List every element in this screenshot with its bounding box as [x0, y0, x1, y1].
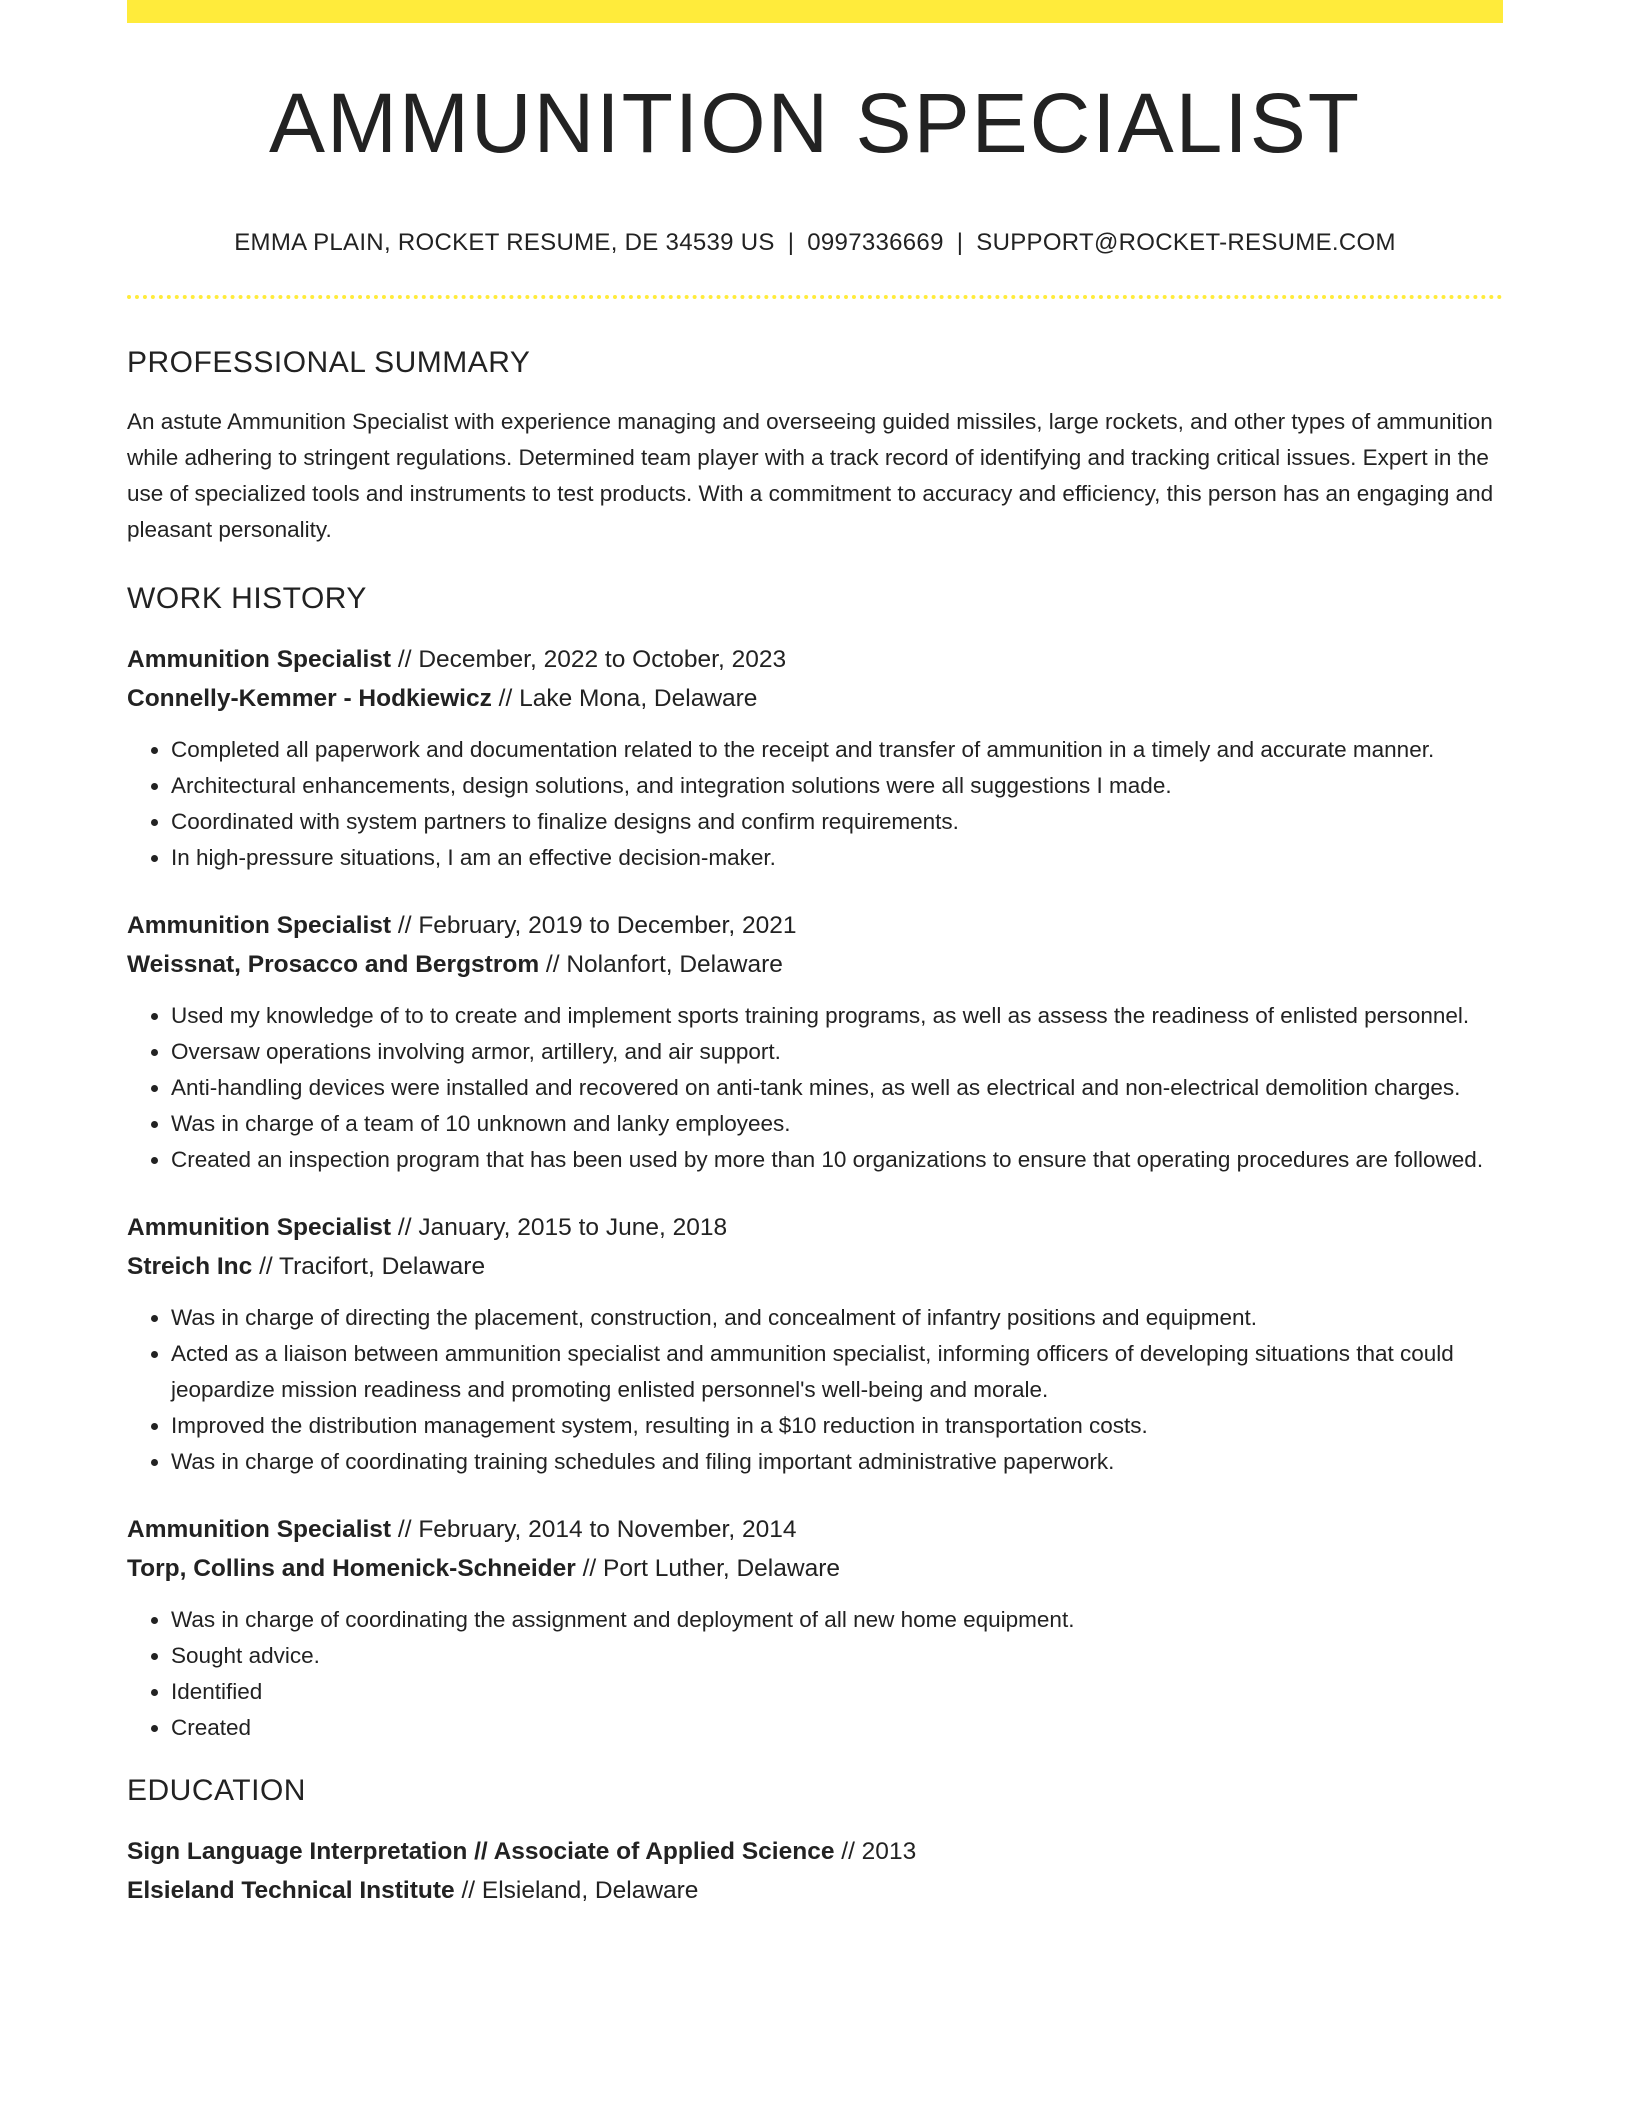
job-bullet: • Created an inspection program that has been used by more than 10 organizations to ensure that operating procedures are followed.: [171, 1142, 1503, 1178]
contact-address: EMMA PLAIN, ROCKET RESUME, DE 34539 US: [234, 229, 775, 256]
education-heading: EDUCATION: [127, 1774, 306, 1807]
job-company-line: [127, 680, 1503, 719]
contact-separator: |: [787, 229, 795, 256]
contact-line: [127, 231, 1503, 255]
job-location: // Lake Mona, Delaware: [498, 684, 758, 712]
job-title: Ammunition Specialist: [127, 912, 392, 939]
dotted-divider: [127, 295, 1503, 299]
education-entry: [127, 1833, 1503, 1910]
work-history-heading: WORK HISTORY: [127, 582, 367, 615]
job-company: Weissnat, Prosacco and Bergstrom: [127, 950, 540, 978]
job-bullet: • Was in charge of coordinating training schedules and filing important administrative paperwork.: [171, 1444, 1503, 1480]
job-entry: [127, 907, 1503, 1178]
job-bullet: • Was in charge of a team of 10 unknown and lanky employees.: [171, 1106, 1503, 1142]
job-title-line: [127, 1209, 1503, 1248]
education-location: // Elsieland, Delaware: [461, 1876, 699, 1904]
summary-text: An astute Ammunition Specialist with experience managing and overseeing guided missiles, large rockets, and other types of ammunition while adhering to stringent regulations. Determined team player with a track record of identifying and tracking critical issues. Expert in the use of specialized tools and instruments to test products. With a commitment to accuracy and efficiency, this person has an engaging and pleasant personality.: [127, 409, 1494, 542]
job-location: // Port Luther, Delaware: [582, 1554, 840, 1582]
education-degree-line: [127, 1833, 1503, 1872]
education-school-line: [127, 1872, 1503, 1911]
job-company: Streich Inc: [127, 1252, 253, 1280]
job-entry: [127, 1511, 1503, 1746]
job-entry: [127, 1209, 1503, 1480]
education-degree: Sign Language Interpretation // Associate of Applied Science: [127, 1838, 835, 1865]
job-bullet: • Was in charge of directing the placement, construction, and concealment of infantry positions and equipment.: [171, 1300, 1503, 1336]
job-bullets: [127, 1602, 1503, 1746]
job-bullet: • Coordinated with system partners to finalize designs and confirm requirements.: [171, 804, 1503, 840]
job-title: Ammunition Specialist: [127, 1516, 392, 1543]
job-bullet: • Architectural enhancements, design solutions, and integration solutions were all suggestions I made.: [171, 768, 1503, 804]
job-bullet: • Created: [171, 1710, 1503, 1746]
contact-email: SUPPORT@ROCKET-RESUME.COM: [976, 229, 1396, 256]
job-company-line: [127, 1550, 1503, 1589]
job-bullet: • Anti-handling devices were installed and recovered on anti-tank mines, as well as electrical and non-electrical demolition charges.: [171, 1070, 1503, 1106]
job-bullet: • Completed all paperwork and documentation related to the receipt and transfer of ammunition in a timely and accurate manner.: [171, 732, 1503, 768]
job-entry: [127, 641, 1503, 876]
education-year: // 2013: [841, 1838, 917, 1865]
resume-page: [127, 0, 1503, 1910]
job-bullet: • Used my knowledge of to to create and implement sports training programs, as well as assess the readiness of enlisted personnel.: [171, 998, 1503, 1034]
job-bullet: • Acted as a liaison between ammunition specialist and ammunition specialist, informing officers of developing situations that could jeopardize mission readiness and promoting enlisted personnel's well-being and morale.: [171, 1336, 1503, 1408]
contact-separator: |: [956, 229, 964, 256]
job-dates: // February, 2014 to November, 2014: [397, 1516, 797, 1543]
job-title-line: [127, 1511, 1503, 1550]
job-company-line: [127, 946, 1503, 985]
job-bullets: [127, 1300, 1503, 1480]
job-title-line: [127, 907, 1503, 946]
job-bullets: [127, 732, 1503, 876]
job-bullet: • Was in charge of coordinating the assignment and deployment of all new home equipment.: [171, 1602, 1503, 1638]
job-dates: // February, 2019 to December, 2021: [397, 912, 797, 939]
job-bullet: • In high-pressure situations, I am an effective decision-maker.: [171, 840, 1503, 876]
job-dates: // January, 2015 to June, 2018: [397, 1214, 728, 1241]
top-accent-bar: [127, 0, 1503, 23]
job-company: Torp, Collins and Homenick-Schneider: [127, 1554, 576, 1582]
job-location: // Tracifort, Delaware: [259, 1252, 486, 1280]
contact-phone: 0997336669: [807, 229, 944, 256]
job-company: Connelly-Kemmer - Hodkiewicz: [127, 684, 492, 712]
job-bullets: [127, 998, 1503, 1178]
job-company-line: [127, 1248, 1503, 1287]
resume-title: AMMUNITION SPECIALIST: [268, 76, 1362, 170]
job-title-line: [127, 641, 1503, 680]
job-bullet: • Oversaw operations involving armor, artillery, and air support.: [171, 1034, 1503, 1070]
job-title: Ammunition Specialist: [127, 1214, 392, 1241]
education-school: Elsieland Technical Institute: [127, 1876, 455, 1904]
job-title: Ammunition Specialist: [127, 646, 392, 673]
summary-heading: PROFESSIONAL SUMMARY: [127, 346, 531, 379]
job-bullet: • Sought advice.: [171, 1638, 1503, 1674]
job-bullet: • Improved the distribution management system, resulting in a $10 reduction in transportation costs.: [171, 1408, 1503, 1444]
job-bullet: • Identified: [171, 1674, 1503, 1710]
job-location: // Nolanfort, Delaware: [545, 950, 783, 978]
job-dates: // December, 2022 to October, 2023: [397, 646, 787, 673]
